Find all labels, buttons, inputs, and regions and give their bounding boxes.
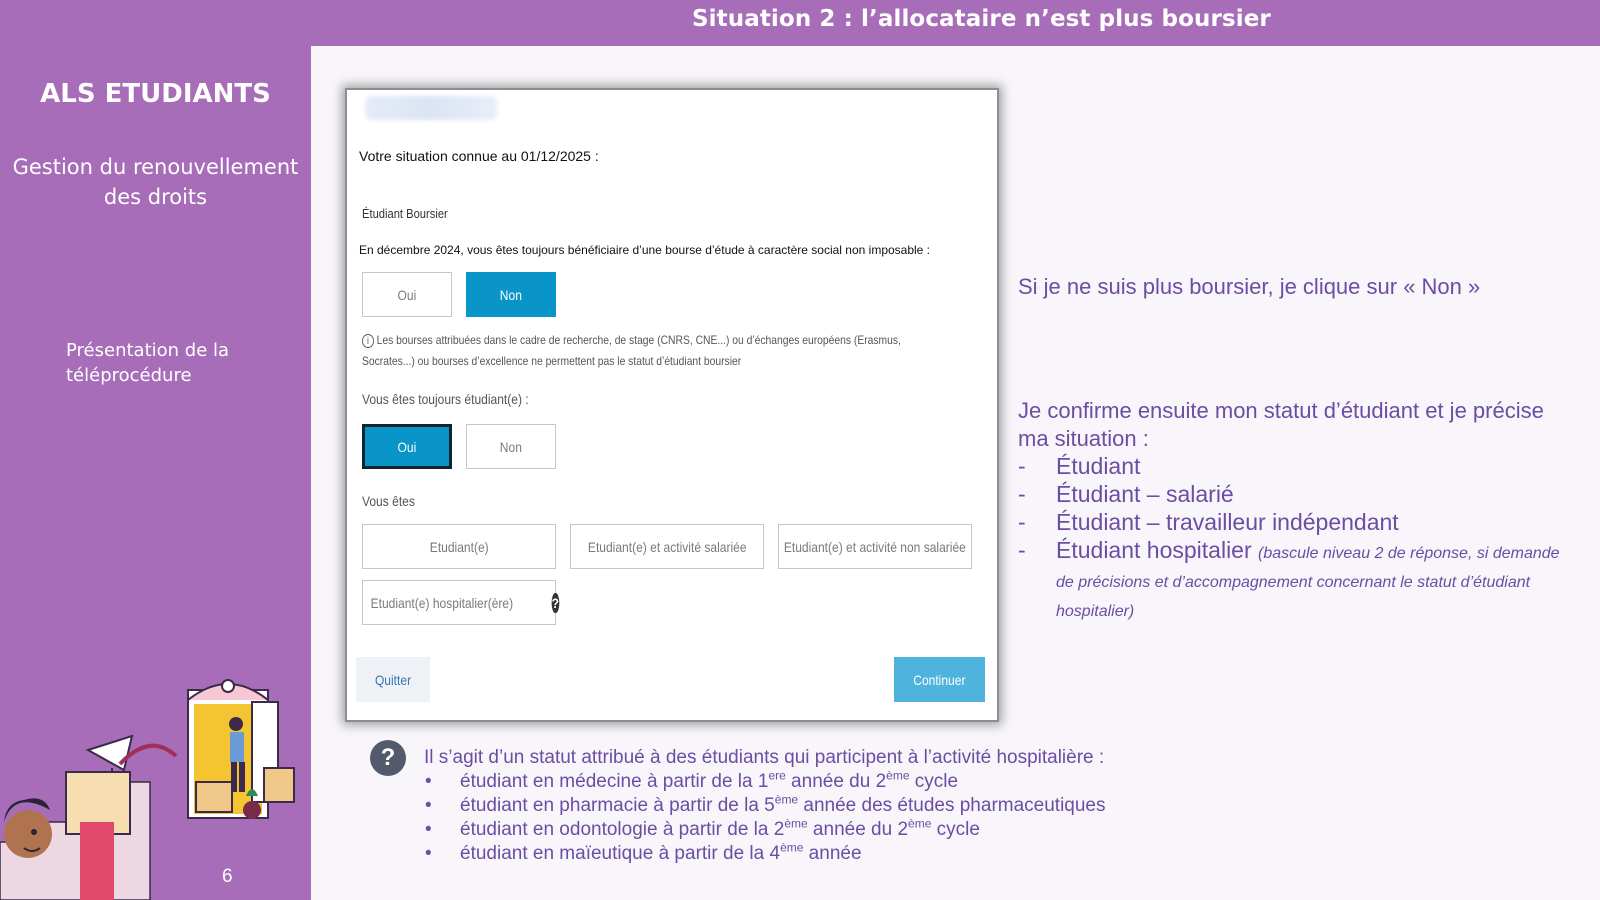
vous-etes-label: Vous êtes bbox=[362, 493, 415, 509]
status-non-salarie-button[interactable]: Etudiant(e) et activité non salariée bbox=[778, 524, 972, 569]
list-item: • étudiant en pharmacie à partir de la 5ème année des études pharmaceutiques bbox=[425, 792, 1106, 816]
moving-illustration bbox=[0, 672, 311, 900]
confirm-status-instruction: Je confirme ensuite mon statut d’étudiant et je précise ma situation : bbox=[1018, 398, 1544, 451]
blurred-user-name bbox=[365, 96, 497, 120]
student-status-list bbox=[1018, 452, 1578, 623]
quit-button[interactable]: Quitter bbox=[356, 657, 430, 702]
sidebar-heading: ALS ETUDIANTS bbox=[40, 79, 271, 109]
boursier-non-button[interactable]: Non bbox=[466, 272, 556, 317]
sidebar-presentation-label: Présentation de la téléprocédure bbox=[66, 340, 230, 386]
hospital-status-intro: Il s’agit d’un statut attribué à des étudiants qui participent à l’activité hospitalière : bbox=[424, 747, 1105, 768]
status-hospitalier-button[interactable]: Etudiant(e) hospitalier(ère) ? bbox=[362, 580, 556, 625]
continue-button[interactable]: Continuer bbox=[894, 657, 985, 702]
non-click-instruction: Si je ne suis plus boursier, je clique sur « Non » bbox=[1018, 274, 1481, 299]
info-icon: i bbox=[362, 334, 374, 348]
teleprocedure-screenshot bbox=[345, 88, 999, 722]
list-item: • étudiant en maïeutique à partir de la 4ème année bbox=[425, 840, 862, 864]
list-item: - Étudiant bbox=[1018, 453, 1141, 479]
student-non-button[interactable]: Non bbox=[466, 424, 556, 469]
boursier-info-note: i Les bourses attribuées dans le cadre de recherche, de stage (CNRS, CNE...) ou d’échanges européens (Erasmus, Socrates...) ou bourses d’excellence ne permettent pas le statut d’étudiant boursier bbox=[362, 333, 901, 368]
list-item: • étudiant en odontologie à partir de la 2ème année du 2ème cycle bbox=[425, 816, 980, 840]
status-salarie-button[interactable]: Etudiant(e) et activité salariée bbox=[570, 524, 764, 569]
hospital-status-list bbox=[424, 770, 1106, 866]
question-icon: ? bbox=[370, 740, 406, 776]
list-item: • étudiant en médecine à partir de la 1ere année du 2ème cycle bbox=[425, 768, 959, 792]
list-item: - Étudiant hospitalier (bascule niveau 2 de réponse, si demande de précisions et d’accompagnement concernant le statut d’étudiant hospitalier) bbox=[1018, 537, 1560, 620]
boursier-oui-button[interactable]: Oui bbox=[362, 272, 452, 317]
student-oui-button[interactable]: Oui bbox=[362, 424, 452, 469]
sidebar-subtitle: Gestion du renouvellement des droits bbox=[12, 155, 299, 209]
still-student-label: Vous êtes toujours étudiant(e) : bbox=[362, 391, 529, 407]
page-number: 6 bbox=[222, 866, 233, 887]
section-title-boursier: Étudiant Boursier bbox=[362, 206, 448, 221]
top-banner bbox=[0, 0, 1600, 46]
list-item: - Étudiant – travailleur indépendant bbox=[1018, 509, 1399, 535]
list-item: - Étudiant – salarié bbox=[1018, 481, 1234, 507]
status-etudiant-button[interactable]: Etudiant(e) bbox=[362, 524, 556, 569]
boursier-question: En décembre 2024, vous êtes toujours bénéficiaire d’une bourse d’étude à caractère social non imposable : bbox=[359, 243, 931, 257]
known-situation-line: Votre situation connue au 01/12/2025 : bbox=[359, 148, 599, 164]
hospital-note: (bascule niveau 2 de réponse, si demande de précisions et d’accompagnement concernant le statut d’étudiant hospitalier) bbox=[1056, 545, 1560, 620]
slide-title: Situation 2 : l’allocataire n’est plus boursier bbox=[692, 6, 1271, 32]
help-icon[interactable]: ? bbox=[551, 594, 559, 611]
